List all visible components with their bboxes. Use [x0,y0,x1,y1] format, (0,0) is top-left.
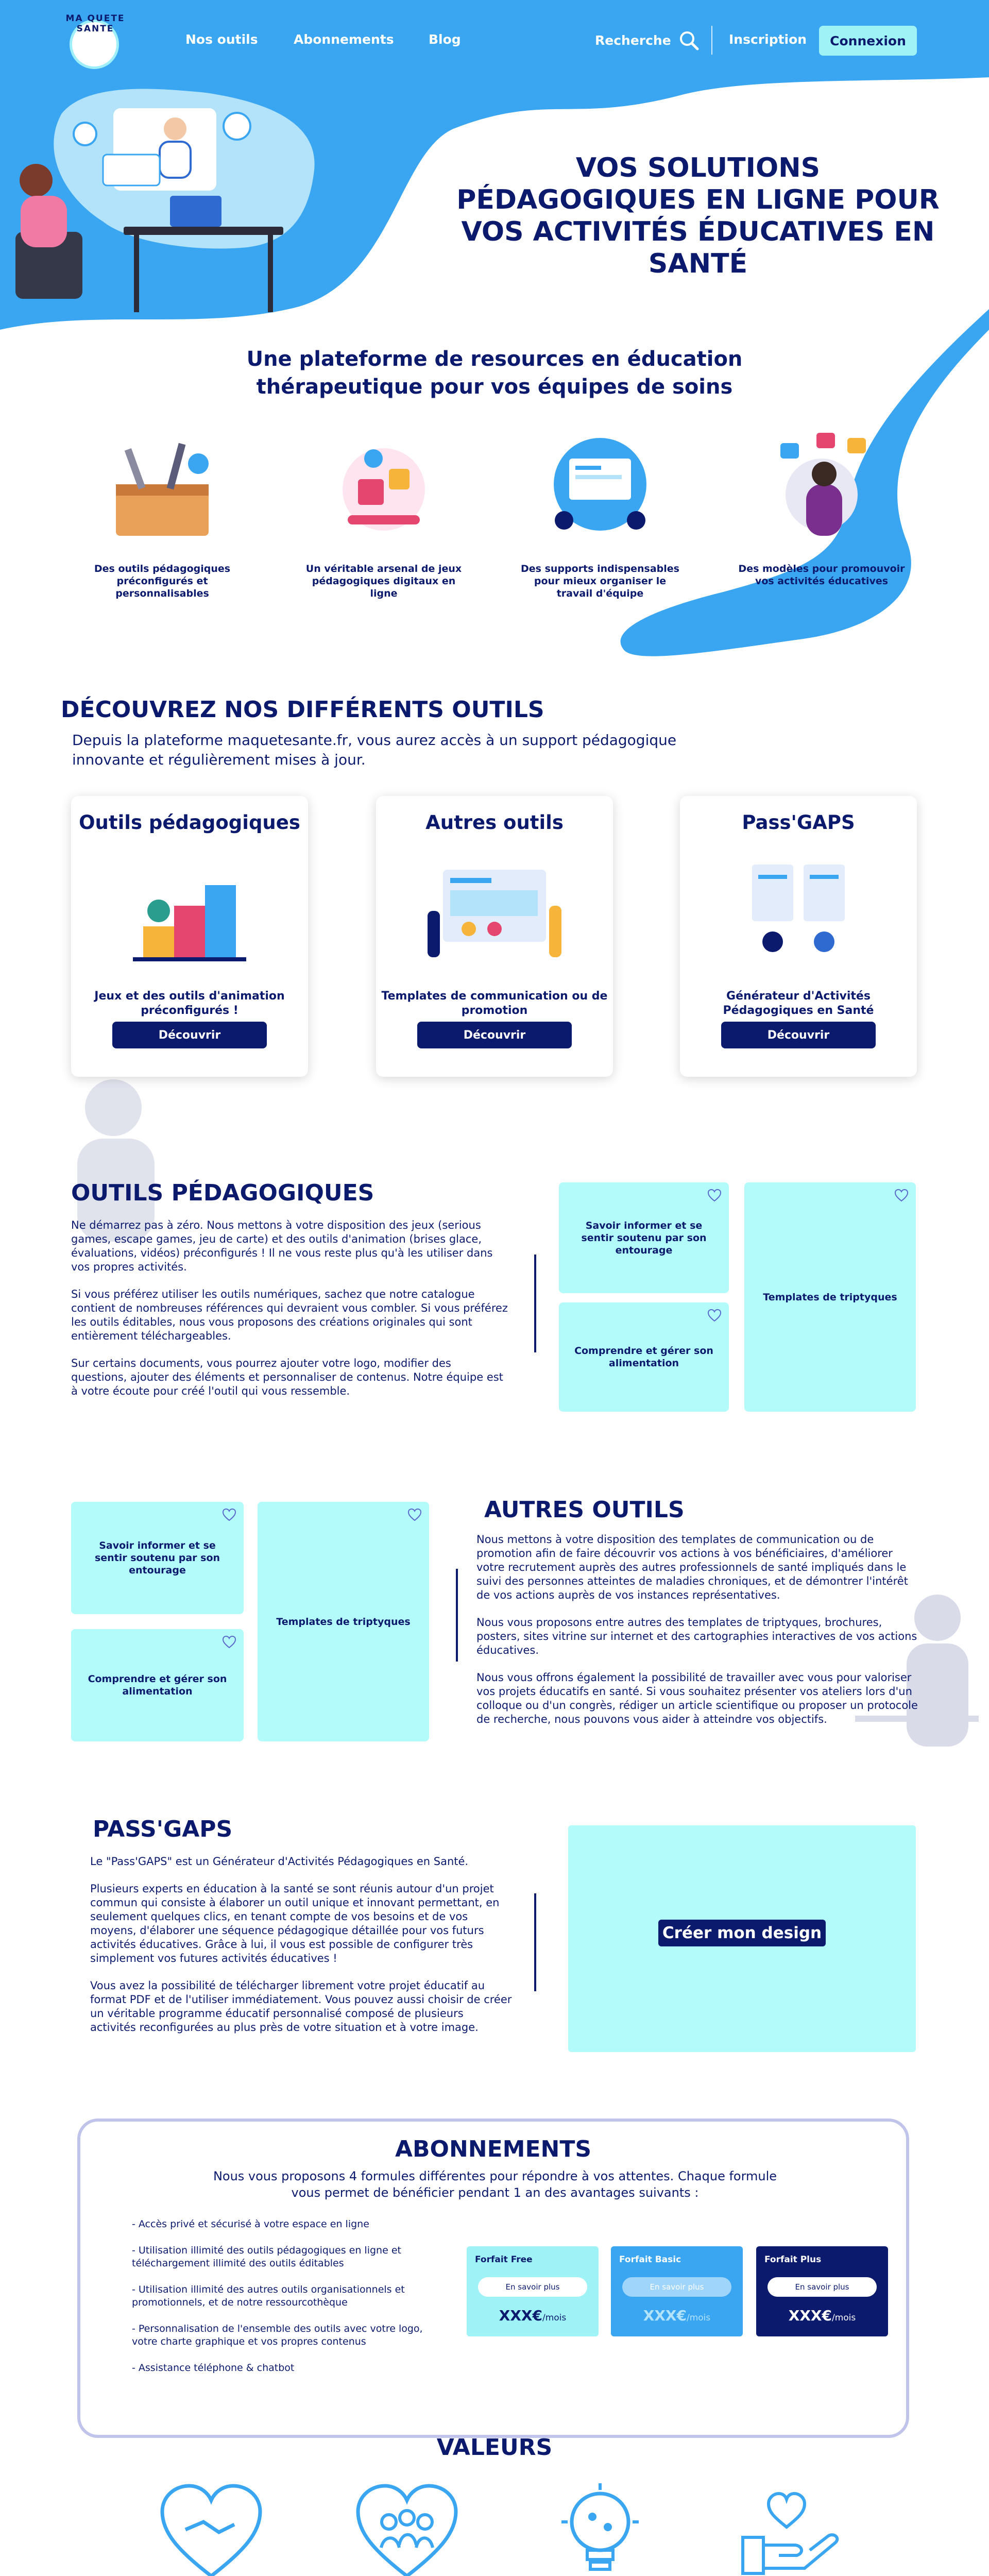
nav-nos-outils[interactable]: Nos outils [185,32,258,47]
tool-card-passgaps [680,796,917,1077]
tool-card-title: Pass'GAPS [742,811,855,834]
tool-card-title: Autres outils [425,811,564,834]
search-label: Recherche [595,32,671,48]
discover-title: DÉCOUVREZ NOS DIFFÉRENTS OUTILS [61,697,544,723]
feature-outils [77,428,247,600]
autres-title: AUTRES OUTILS [484,1497,685,1523]
background-decoration [845,1587,989,1783]
heart-icon[interactable] [222,1635,236,1649]
pass-design-box [568,1825,916,2052]
heart-icon[interactable] [894,1189,909,1202]
feature-text: Des outils pédagogiques préconfigurés et personnalisables [94,563,231,599]
tile-label: Comprendre et gérer son alimentation [574,1345,713,1369]
outils-text [71,1218,509,1412]
tool-card-desc: Templates de communication ou de promotion [381,990,608,1017]
feature-modeles [737,428,907,587]
tool-card-desc: Générateur d'Activités Pédagogiques en Santé [723,990,874,1017]
heart-handshake-icon [157,2481,265,2576]
benefit-item: - Personnalisation de l'ensemble des outils avec votre logo, votre charte graphique et vos propres contenus [132,2323,423,2347]
logo[interactable] [57,9,134,71]
nav-blog[interactable]: Blog [429,32,461,47]
tool-card-pedagogiques [71,796,308,1077]
create-design-button[interactable]: Créer mon design [658,1920,826,1946]
signup-link[interactable]: Inscription [729,32,807,47]
abonnements-section [77,2119,909,2438]
plan-free [467,2246,599,2336]
login-button[interactable]: Connexion [819,26,917,56]
nav-abonnements[interactable]: Abonnements [294,32,394,47]
promotion-illustration [755,428,889,546]
hero-subtitle: Une plateforme de resources en éducation thérapeutique pour vos équipes de soins [246,347,743,399]
heart-icon[interactable] [707,1309,722,1322]
supports-illustration [533,428,667,546]
blocks-illustration [112,849,267,973]
hero-title: VOS SOLUTIONS PÉDAGOGIQUES EN LIGNE POUR VOS ACTIVITÉS ÉDUCATIVES EN SANTÉ [456,152,940,279]
outils-title: OUTILS PÉDAGOGIQUES [71,1180,374,1206]
tile-entourage[interactable] [71,1502,244,1614]
pass-title: PASS'GAPS [93,1816,233,1842]
documents-illustration [721,849,876,973]
navbar [0,0,989,77]
tile-label: Comprendre et gérer son alimentation [88,1673,227,1697]
heart-icon[interactable] [707,1189,722,1202]
dashboard-illustration [417,849,572,973]
plan-more-button[interactable]: En savoir plus [768,2277,877,2297]
hand-heart-icon [738,2481,846,2576]
lightbulb-icon [546,2481,654,2576]
heart-icon[interactable] [222,1508,236,1521]
tile-label: Templates de triptyques [763,1291,897,1303]
benefit-item: - Utilisation illimité des autres outils organisationnels et promotionnels, et de notre ressourcothèque [132,2284,405,2308]
tile-entourage[interactable] [559,1182,729,1293]
abonnements-intro: Nous vous proposons 4 formules différentes pour répondre à vos attentes. Chaque formule vous permet de bénéficier pendant 1 an des avantages suivants : [213,2169,777,2200]
plan-basic [611,2246,743,2336]
tool-card-autres [376,796,613,1077]
nav-search[interactable] [595,30,699,50]
tile-label: Savoir informer et se sentir soutenu par son entourage [581,1219,707,1256]
plan-name: Forfait Basic [619,2255,681,2265]
outils-paragraph: Ne démarrez pas à zéro. Nous mettons à votre disposition des jeux (serious games, escape games, jeu de carte) et des outils d'animation (brises glace, évaluations, vidéos) préconfigurés ! Il ne vous reste plus qu'à les utiliser dans vos propres activités. [71,1219,493,1273]
benefit-item: - Assistance téléphone & chatbot [132,2362,295,2374]
value-item [322,2481,492,2576]
discover-button[interactable]: Découvrir [112,1022,267,1048]
divider-line [534,1893,536,1991]
value-item [515,2481,685,2576]
benefit-item: - Accès privé et sécurisé à votre espace en ligne [132,2218,369,2230]
nav-separator [711,26,712,55]
tool-card-desc: Jeux et des outils d'animation préconfigurés ! [94,990,285,1017]
outils-paragraph: Si vous préférez utiliser les outils numériques, sachez que notre catalogue contient de nombreuses références qui devraient vous combler. Si vous préférez les outils éditables, nous vous proposons des créations originales qui sont entièrement téléchargeables. [71,1288,508,1342]
plan-price: XXX€/mois [788,2307,856,2324]
valeurs-title: VALEURS [436,2434,553,2461]
plan-price: XXX€/mois [643,2307,711,2324]
plan-plus [756,2246,888,2336]
tool-card-title: Outils pédagogiques [79,811,300,834]
feature-text: Des supports indispensables pour mieux organiser le travail d'équipe [521,563,679,599]
heart-icon[interactable] [407,1508,422,1521]
logo-text: MA QUETE SANTE [65,13,125,34]
plan-price: XXX€/mois [499,2307,567,2324]
tile-label: Savoir informer et se sentir soutenu par son entourage [94,1540,220,1576]
pass-paragraph: Plusieurs experts en éducation à la santé se sont réunis autour d'un projet commun qui consiste à élaborer un outil unique et innovant permettant, en seulement quelques clics, en tenant compte de vos besoins et de vos moyens, d'élaborer une séquence pédagogique détaillée pour vos futurs activités éducatives. Grâce à lui, il vous est possible de configurer très simplement vos futures activités éducatives ! [90,1883,500,1964]
tile-triptyques[interactable] [258,1502,429,1741]
tile-alimentation[interactable] [71,1629,244,1741]
abonnements-title: ABONNEMENTS [395,2136,592,2162]
plan-name: Forfait Free [475,2255,533,2265]
search-icon[interactable] [678,30,699,50]
discover-button[interactable]: Découvrir [721,1022,876,1048]
benefits-list [132,2218,431,2388]
autres-paragraph: Nous vous proposons entre autres des templates de triptyques, brochures, posters, sites vitrine sur internet et des cartographies interactives de vos actions éducatives. [476,1616,917,1656]
plan-name: Forfait Plus [764,2255,822,2265]
divider-line [456,1569,458,1662]
pass-paragraph: Le "Pass'GAPS" est un Générateur d'Activités Pédagogiques en Santé. [90,1855,469,1868]
tile-triptyques[interactable] [744,1182,916,1412]
heart-people-icon [353,2481,461,2576]
hero [0,0,989,685]
benefit-item: - Utilisation illimité des outils pédagogiques en ligne et téléchargement illimité des outils éditables [132,2245,401,2269]
feature-supports [515,428,685,600]
discover-intro: Depuis la plateforme maquetesante.fr, vous aurez accès à un support pédagogique innovante et régulièrement mises à jour. [72,732,677,768]
feature-jeux [299,428,469,600]
outils-paragraph: Sur certains documents, vous pourrez ajouter votre logo, modifier des questions, ajouter des éléments et personnaliser de contenus. Notre équipe est à votre écoute pour créé l'outil qui vous ressemble. [71,1357,503,1397]
plan-more-button[interactable]: En savoir plus [478,2277,587,2297]
games-illustration [317,428,451,546]
value-item [126,2481,296,2576]
tile-alimentation[interactable] [559,1302,729,1412]
value-item [707,2481,877,2576]
divider-line [534,1255,536,1352]
pass-paragraph: Vous avez la possibilité de télécharger librement votre projet éducatif au format PDF et de l'utiliser immédiatement. Vous pouvez aussi choisir de créer un véritable programme éducatif personnalisé composé de plusieurs activités reconfigurées au plus près de votre situation et à votre image. [90,1979,512,2033]
tile-label: Templates de triptyques [276,1616,411,1628]
autres-paragraph: Nous vous offrons également la possibilité de travailler avec vous pour valoriser vos projets éducatifs en santé. Si vous souhaitez présenter vos ateliers lors d'un colloque ou d'un congrès, rédiger un article scientifique ou proposer un protocole de recherche, nous pouvons vous aider à atteindre vos objectifs. [476,1671,918,1725]
plan-more-button[interactable]: En savoir plus [622,2277,731,2297]
pass-text [90,1855,513,2048]
discover-button[interactable]: Découvrir [417,1022,572,1048]
feature-text: Des modèles pour promouvoir vos activités éducatives [738,563,905,587]
autres-paragraph: Nous mettons à votre disposition des templates de communication ou de promotion afin de faire découvrir vos actions à vos bénéficiaires, d'améliorer votre recrutement auprès des autres professionnels de santé impliqués dans le suivi des personnes atteintes de maladies chroniques, et de démontrer l'intérêt de vos actions auprès de vos instances représentatives. [476,1533,908,1601]
feature-text: Un véritable arsenal de jeux pédagogiques digitaux en ligne [305,563,462,599]
toolbox-illustration [95,428,229,546]
